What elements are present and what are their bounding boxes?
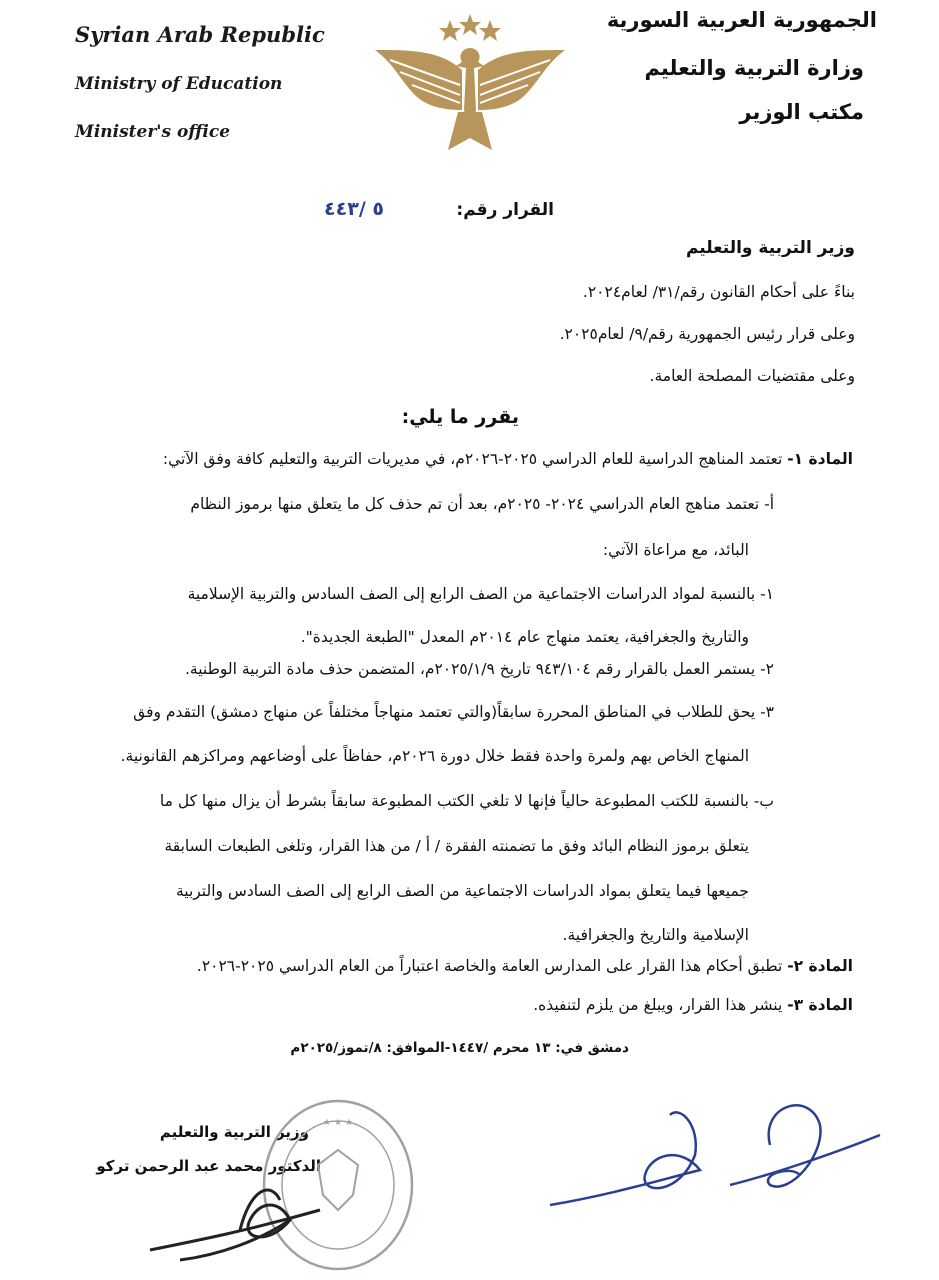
article-2-label: المادة ٢- <box>787 957 853 975</box>
date-line: دمشق في: ١٣ محرم /١٤٤٧-الموافق: ٨/تموز/٢٠٢٥م <box>290 1040 629 1056</box>
signatory-name: الدكتور محمد عبد الرحمن تركو <box>96 1157 321 1175</box>
header-ar-ministry: وزارة التربية والتعليم <box>644 56 864 80</box>
clause-b-line: جميعها فيما يتعلق بمواد الدراسات الاجتماعية من الصف الرابع إلى الصف السادس والتربية <box>175 882 749 900</box>
article-3-text: ينشر هذا القرار، ويبلغ من يلزم لتنفيذه. <box>533 996 783 1014</box>
article-2-text: تطبق أحكام هذا القرار على المدارس العامة والخاصة اعتباراً من العام الدراسي ٢٠٢٥-٢٠٢٦. <box>196 957 783 975</box>
header-en-country: Syrian Arab Republic <box>75 22 325 47</box>
preamble-line: بناءً على أحكام القانون رقم/٣١/ لعام٢٠٢٤. <box>582 283 855 301</box>
handwritten-signatures <box>530 1085 890 1235</box>
article-1-text: تعتمد المناهج الدراسية للعام الدراسي ٢٠٢٥-٢٠٢٦م، في مديريات التربية والتعليم كافة وفق الآتي: <box>162 450 783 468</box>
decision-number: ٥ /٤٤٣ <box>324 198 384 220</box>
header-ar-country: الجمهورية العربية السورية <box>606 8 877 32</box>
clause-b-line: يتعلق برموز النظام البائد وفق ما تضمنته الفقرة / أ / من هذا القرار، وتلغى الطبعات السابقة <box>164 837 749 855</box>
minister-signature <box>140 1160 330 1270</box>
item-3-line: المنهاج الخاص بهم ولمرة واحدة فقط خلال دورة ٢٠٢٦م، حفاظاً على أوضاعهم ومراكزهم القانونية. <box>120 747 749 765</box>
article-3-label: المادة ٣- <box>787 996 853 1014</box>
item-1-line: ١- بالنسبة لمواد الدراسات الاجتماعية من الصف الرابع إلى الصف السادس والتربية الإسلامية <box>187 585 774 603</box>
header-en-ministry: Ministry of Education <box>75 74 283 94</box>
eagle-emblem-logo <box>370 10 570 160</box>
decision-label: القرار رقم: <box>456 200 554 220</box>
preamble-line: وعلى مقتضيات المصلحة العامة. <box>649 367 855 385</box>
clause-a-line: البائد، مع مراعاة الآتي: <box>602 541 749 559</box>
decides-heading: يقرر ما يلي: <box>401 406 519 428</box>
header-en-office: Minister's office <box>75 122 231 142</box>
article-2 <box>197 957 853 975</box>
article-1-label: المادة ١- <box>787 450 853 468</box>
minister-heading: وزير التربية والتعليم <box>685 238 855 258</box>
item-2-line: ٢- يستمر العمل بالقرار رقم ٩٤٣/١٠٤ تاريخ ٢٠٢٥/١/٩م، المتضمن حذف مادة التربية الوطنية. <box>184 660 774 678</box>
article-1 <box>163 450 853 468</box>
signatory-title: وزير التربية والتعليم <box>159 1123 309 1141</box>
header-ar-office: مكتب الوزير <box>739 100 864 124</box>
preamble-line: وعلى قرار رئيس الجمهورية رقم/٩/ لعام٢٠٢٥. <box>559 325 855 343</box>
svg-text:★ ★ ★: ★ ★ ★ <box>323 1118 353 1128</box>
clause-a-line: أ- تعتمد مناهج العام الدراسي ٢٠٢٤- ٢٠٢٥م، بعد أن تم حذف كل ما يتعلق منها برموز النظام <box>190 495 774 513</box>
clause-b-line: ب- بالنسبة للكتب المطبوعة حالياً فإنها لا تلغي الكتب المطبوعة سابقاً بشرط أن يزال منها كل ما <box>159 792 774 810</box>
item-1-line: والتاريخ والجغرافية، يعتمد منهاج عام ٢٠١٤م المعدل "الطبعة الجديدة". <box>300 628 749 646</box>
clause-b-line: الإسلامية والتاريخ والجغرافية. <box>562 926 749 944</box>
article-3 <box>533 996 853 1014</box>
item-3-line: ٣- يحق للطلاب في المناطق المحررة سابقاً(والتي تعتمد منهاجاً مختلفاً عن منهاج دمشق) التقدم وفق <box>133 703 774 721</box>
